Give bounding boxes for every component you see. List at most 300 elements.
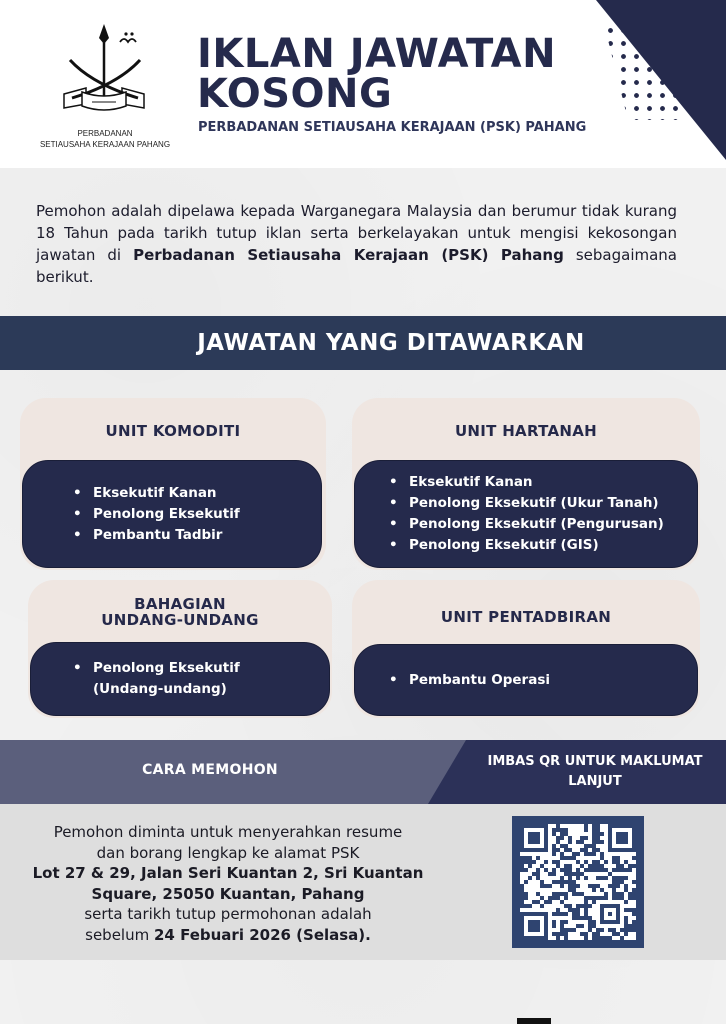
qr-module bbox=[564, 932, 568, 936]
qr-module bbox=[612, 884, 616, 888]
qr-module bbox=[632, 892, 636, 896]
qr-module bbox=[584, 860, 588, 864]
qr-module bbox=[600, 888, 604, 892]
qr-module bbox=[576, 860, 580, 864]
qr-module bbox=[612, 888, 616, 892]
qr-module bbox=[584, 936, 588, 940]
qr-module bbox=[612, 868, 616, 872]
intro-paragraph bbox=[36, 200, 677, 288]
qr-module bbox=[580, 836, 584, 840]
qr-module bbox=[564, 856, 568, 860]
qr-module bbox=[624, 884, 628, 888]
qr-module bbox=[532, 860, 536, 864]
section-title: JAWATAN YANG DITAWARKAN bbox=[197, 330, 585, 356]
qr-module bbox=[556, 932, 560, 936]
qr-module bbox=[564, 844, 568, 848]
qr-module bbox=[628, 896, 632, 900]
qr-module bbox=[624, 932, 628, 936]
qr-module bbox=[616, 880, 620, 884]
qr-module bbox=[596, 928, 600, 932]
qr-module bbox=[584, 900, 588, 904]
qr-module bbox=[520, 896, 524, 900]
qr-module bbox=[576, 876, 580, 880]
qr-module bbox=[540, 896, 544, 900]
qr-module bbox=[580, 892, 584, 896]
qr-module bbox=[584, 848, 588, 852]
qr-module bbox=[592, 832, 596, 836]
qr-module bbox=[580, 924, 584, 928]
qr-module bbox=[580, 916, 584, 920]
qr-module bbox=[588, 868, 592, 872]
qr-module bbox=[628, 864, 632, 868]
qr-module bbox=[616, 864, 620, 868]
qr-module bbox=[592, 932, 596, 936]
qr-module bbox=[576, 852, 580, 856]
qr-module bbox=[588, 852, 592, 856]
qr-module bbox=[592, 868, 596, 872]
qr-module bbox=[596, 832, 600, 836]
qr-module bbox=[552, 892, 556, 896]
qr-module bbox=[552, 924, 556, 928]
qr-module bbox=[560, 932, 564, 936]
qr-module bbox=[556, 848, 560, 852]
unit-komoditi-card bbox=[20, 398, 326, 570]
intro-organisation: Perbadanan Setiausaha Kerajaan (PSK) Pahang bbox=[133, 246, 564, 264]
bahagian-undang-positions bbox=[30, 642, 330, 716]
qr-module bbox=[628, 892, 632, 896]
qr-module bbox=[608, 884, 612, 888]
qr-module bbox=[592, 864, 596, 868]
qr-module bbox=[592, 852, 596, 856]
qr-module bbox=[580, 848, 584, 852]
qr-module bbox=[624, 920, 628, 924]
qr-module bbox=[524, 880, 528, 884]
qr-module bbox=[572, 880, 576, 884]
qr-module bbox=[588, 844, 592, 848]
qr-module bbox=[572, 912, 576, 916]
unit-hartanah-positions bbox=[354, 460, 698, 568]
position-item: • Penolong Eksekutif (Undang-undang) bbox=[73, 658, 240, 700]
qr-module bbox=[616, 932, 620, 936]
qr-module bbox=[568, 908, 572, 912]
qr-module bbox=[576, 884, 580, 888]
qr-module bbox=[624, 916, 628, 920]
qr-module bbox=[600, 852, 604, 856]
qr-module bbox=[568, 836, 572, 840]
qr-module bbox=[632, 924, 636, 928]
qr-label: IMBAS QR UNTUK MAKLUMAT LANJUT bbox=[487, 754, 703, 789]
qr-module bbox=[612, 860, 616, 864]
qr-module bbox=[628, 908, 632, 912]
qr-module bbox=[584, 868, 588, 872]
qr-module bbox=[576, 912, 580, 916]
qr-module bbox=[556, 880, 560, 884]
qr-module bbox=[584, 828, 588, 832]
qr-module bbox=[528, 876, 532, 880]
qr-module bbox=[588, 928, 592, 932]
qr-module bbox=[600, 896, 604, 900]
qr-module bbox=[596, 932, 600, 936]
qr-module bbox=[592, 824, 596, 828]
qr-module bbox=[616, 896, 620, 900]
qr-module bbox=[604, 892, 608, 896]
qr-module bbox=[556, 836, 560, 840]
qr-module bbox=[540, 904, 544, 908]
qr-module bbox=[564, 832, 568, 836]
qr-module bbox=[568, 848, 572, 852]
qr-module bbox=[540, 864, 544, 868]
qr-module bbox=[564, 892, 568, 896]
qr-module bbox=[520, 888, 524, 892]
qr-module bbox=[600, 868, 604, 872]
qr-module bbox=[556, 864, 560, 868]
qr-module bbox=[584, 824, 588, 828]
qr-module bbox=[560, 868, 564, 872]
qr-module bbox=[628, 928, 632, 932]
qr-module bbox=[568, 868, 572, 872]
qr-module bbox=[564, 868, 568, 872]
qr-module bbox=[624, 928, 628, 932]
qr-module bbox=[624, 876, 628, 880]
qr-module bbox=[552, 896, 556, 900]
qr-module bbox=[604, 876, 608, 880]
qr-module bbox=[556, 912, 560, 916]
qr-module bbox=[616, 892, 620, 896]
qr-module bbox=[568, 904, 572, 908]
qr-module bbox=[608, 936, 612, 940]
qr-module bbox=[520, 904, 524, 908]
qr-module bbox=[568, 876, 572, 880]
qr-module bbox=[620, 936, 624, 940]
qr-module bbox=[588, 864, 592, 868]
qr-module bbox=[560, 912, 564, 916]
address-text: Lot 27 & 29, Jalan Seri Kuantan 2, Sri Kuantan Square, 25050 Kuantan, Pahang bbox=[32, 864, 424, 903]
qr-module bbox=[600, 832, 604, 836]
qr-module bbox=[568, 884, 572, 888]
qr-module bbox=[632, 908, 636, 912]
psk-pahang-crest-icon bbox=[52, 22, 162, 122]
qr-module bbox=[584, 876, 588, 880]
qr-module bbox=[612, 896, 616, 900]
qr-module bbox=[620, 928, 624, 932]
qr-module bbox=[564, 896, 568, 900]
qr-module bbox=[536, 868, 540, 872]
qr-module bbox=[572, 888, 576, 892]
qr-module bbox=[560, 928, 564, 932]
qr-module bbox=[620, 864, 624, 868]
position-item: • Penolong Eksekutif (Ukur Tanah) bbox=[389, 493, 664, 514]
qr-module bbox=[600, 856, 604, 860]
qr-module bbox=[536, 892, 540, 896]
qr-module bbox=[580, 872, 584, 876]
qr-module bbox=[608, 872, 612, 876]
qr-module bbox=[552, 920, 556, 924]
qr-module bbox=[580, 840, 584, 844]
qr-module bbox=[572, 872, 576, 876]
qr-module bbox=[624, 908, 628, 912]
qr-module bbox=[552, 912, 556, 916]
qr-module bbox=[552, 880, 556, 884]
qr-module bbox=[592, 848, 596, 852]
qr-module bbox=[536, 872, 540, 876]
qr-module bbox=[576, 872, 580, 876]
qr-module bbox=[556, 892, 560, 896]
qr-module bbox=[592, 844, 596, 848]
qr-module bbox=[632, 888, 636, 892]
qr-module bbox=[552, 844, 556, 848]
qr-module bbox=[544, 860, 548, 864]
qr-module bbox=[612, 932, 616, 936]
qr-module bbox=[528, 864, 532, 868]
qr-module bbox=[604, 896, 608, 900]
qr-module bbox=[564, 920, 568, 924]
qr-module bbox=[612, 876, 616, 880]
qr-module bbox=[620, 876, 624, 880]
qr-module bbox=[560, 856, 564, 860]
qr-module bbox=[584, 932, 588, 936]
intro-text: Pemohon adalah dipelawa kepada Warganegara Malaysia dan berumur tidak kurang 18 Tahun pada tarikh tutup iklan serta berkelayakan untuk mengisi kekosongan jawatan di bbox=[36, 202, 677, 264]
qr-module bbox=[556, 840, 560, 844]
qr-module bbox=[548, 884, 552, 888]
qr-module bbox=[596, 828, 600, 832]
qr-module bbox=[568, 840, 572, 844]
qr-module bbox=[596, 936, 600, 940]
qr-module bbox=[536, 856, 540, 860]
qr-module bbox=[616, 860, 620, 864]
qr-module bbox=[584, 904, 588, 908]
qr-module bbox=[552, 848, 556, 852]
qr-module bbox=[588, 920, 592, 924]
qr-module bbox=[540, 884, 544, 888]
qr-module bbox=[612, 880, 616, 884]
qr-module bbox=[632, 928, 636, 932]
qr-module bbox=[584, 896, 588, 900]
qr-module bbox=[524, 892, 528, 896]
qr-module bbox=[560, 892, 564, 896]
apply-instructions bbox=[14, 822, 442, 945]
qr-module bbox=[520, 892, 524, 896]
qr-module bbox=[596, 884, 600, 888]
qr-module bbox=[564, 828, 568, 832]
qr-module bbox=[604, 860, 608, 864]
section-band bbox=[0, 316, 726, 370]
apply-address bbox=[14, 863, 442, 904]
qr-module bbox=[628, 924, 632, 928]
qr-module bbox=[576, 916, 580, 920]
qr-module bbox=[552, 860, 556, 864]
bahagian-undang-card bbox=[28, 580, 332, 718]
qr-module bbox=[576, 868, 580, 872]
qr-module bbox=[600, 928, 604, 932]
qr-module bbox=[624, 900, 628, 904]
qr-module bbox=[524, 868, 528, 872]
qr-module bbox=[552, 852, 556, 856]
qr-module bbox=[596, 860, 600, 864]
qr-module bbox=[560, 852, 564, 856]
qr-module bbox=[568, 888, 572, 892]
position-item: • Eksekutif Kanan bbox=[389, 472, 664, 493]
qr-module bbox=[588, 884, 592, 888]
qr-module bbox=[564, 872, 568, 876]
qr-module bbox=[616, 868, 620, 872]
qr-module bbox=[588, 916, 592, 920]
qr-module bbox=[612, 856, 616, 860]
qr-module bbox=[532, 900, 536, 904]
qr-module bbox=[528, 860, 532, 864]
qr-module bbox=[544, 868, 548, 872]
qr-module bbox=[584, 852, 588, 856]
qr-module bbox=[560, 844, 564, 848]
qr-module bbox=[604, 936, 608, 940]
qr-module bbox=[592, 836, 596, 840]
qr-module bbox=[592, 924, 596, 928]
qr-module bbox=[588, 896, 592, 900]
qr-module bbox=[540, 880, 544, 884]
qr-module bbox=[592, 920, 596, 924]
qr-module bbox=[564, 904, 568, 908]
qr-module bbox=[624, 860, 628, 864]
unit-komoditi-positions bbox=[22, 460, 322, 568]
qr-module bbox=[520, 868, 524, 872]
qr-module bbox=[556, 828, 560, 832]
page-title: IKLAN JAWATAN KOSONG bbox=[197, 31, 557, 117]
qr-module bbox=[596, 896, 600, 900]
qr-module bbox=[596, 824, 600, 828]
unit-hartanah-title: UNIT HARTANAH bbox=[454, 422, 598, 440]
apply-line: dan borang lengkap ke alamat PSK bbox=[96, 843, 360, 862]
qr-module bbox=[552, 872, 556, 876]
qr-module bbox=[584, 912, 588, 916]
qr-module bbox=[576, 908, 580, 912]
qr-module bbox=[632, 864, 636, 868]
qr-module bbox=[612, 892, 616, 896]
qr-module bbox=[572, 852, 576, 856]
qr-module bbox=[596, 868, 600, 872]
qr-module bbox=[560, 880, 564, 884]
qr-module bbox=[596, 840, 600, 844]
unit-komoditi-title: UNIT KOMODITI bbox=[105, 422, 241, 440]
qr-module bbox=[568, 856, 572, 860]
qr-module bbox=[580, 932, 584, 936]
qr-module bbox=[536, 876, 540, 880]
qr-module bbox=[556, 824, 560, 828]
qr-module bbox=[628, 868, 632, 872]
position-item: • Pembantu Tadbir bbox=[73, 525, 240, 546]
qr-module bbox=[620, 896, 624, 900]
qr-module bbox=[632, 896, 636, 900]
qr-module bbox=[596, 876, 600, 880]
qr-module bbox=[572, 908, 576, 912]
qr-module bbox=[576, 924, 580, 928]
qr-module bbox=[600, 840, 604, 844]
qr-module bbox=[580, 864, 584, 868]
qr-module bbox=[560, 900, 564, 904]
qr-module bbox=[568, 928, 572, 932]
qr-module bbox=[632, 880, 636, 884]
qr-module bbox=[520, 864, 524, 868]
qr-module bbox=[528, 856, 532, 860]
qr-module bbox=[592, 828, 596, 832]
qr-module bbox=[632, 912, 636, 916]
apply-deadline-line bbox=[14, 925, 442, 946]
qr-module bbox=[536, 900, 540, 904]
qr-module bbox=[612, 928, 616, 932]
deadline-prefix: sebelum bbox=[85, 925, 154, 944]
qr-module bbox=[624, 924, 628, 928]
qr-module bbox=[596, 864, 600, 868]
qr-module bbox=[560, 832, 564, 836]
qr-module bbox=[616, 884, 620, 888]
qr-module bbox=[572, 892, 576, 896]
qr-module bbox=[596, 848, 600, 852]
position-item: • Eksekutif Kanan bbox=[73, 483, 240, 504]
position-item: • Penolong Eksekutif (GIS) bbox=[389, 535, 664, 556]
position-item: • Penolong Eksekutif (Pengurusan) bbox=[389, 514, 664, 535]
intro-text-end: sebagaimana berikut. bbox=[36, 246, 677, 286]
qr-module bbox=[560, 920, 564, 924]
qr-module bbox=[588, 924, 592, 928]
unit-pentadbiran-title: UNIT PENTADBIRAN bbox=[440, 608, 612, 626]
qr-module bbox=[584, 836, 588, 840]
qr-module bbox=[568, 880, 572, 884]
qr-module bbox=[552, 932, 556, 936]
qr-module bbox=[596, 836, 600, 840]
qr-module bbox=[592, 896, 596, 900]
qr-module bbox=[600, 936, 604, 940]
qr-module bbox=[564, 848, 568, 852]
qr-module bbox=[592, 888, 596, 892]
qr-module bbox=[524, 860, 528, 864]
page-subtitle: PERBADANAN SETIAUSAHA KERAJAAN (PSK) PAHANG bbox=[198, 120, 587, 135]
bahagian-undang-title: BAHAGIAN UNDANG-UNDANG bbox=[101, 595, 259, 629]
qr-module bbox=[564, 928, 568, 932]
bottom-mark bbox=[517, 1018, 551, 1024]
qr-module bbox=[544, 900, 548, 904]
qr-module bbox=[564, 912, 568, 916]
qr-module bbox=[556, 936, 560, 940]
qr-module bbox=[564, 936, 568, 940]
qr-module bbox=[552, 832, 556, 836]
qr-module bbox=[584, 916, 588, 920]
qr-module bbox=[556, 896, 560, 900]
qr-module bbox=[620, 868, 624, 872]
qr-module bbox=[568, 872, 572, 876]
qr-module bbox=[568, 864, 572, 868]
apply-label: CARA MEMOHON bbox=[142, 762, 278, 778]
qr-module bbox=[584, 844, 588, 848]
qr-module bbox=[564, 864, 568, 868]
qr-module bbox=[520, 860, 524, 864]
qr-module bbox=[576, 892, 580, 896]
qr-module bbox=[588, 904, 592, 908]
qr-module bbox=[560, 828, 564, 832]
qr-module bbox=[524, 904, 528, 908]
unit-hartanah-card bbox=[352, 398, 700, 570]
qr-module bbox=[592, 936, 596, 940]
apply-line: serta tarikh tutup permohonan adalah bbox=[84, 905, 372, 923]
qr-module bbox=[584, 908, 588, 912]
logo-organisation-name: PERBADANAN SETIAUSAHA KERAJAAN PAHANG bbox=[39, 129, 171, 149]
qr-module bbox=[560, 924, 564, 928]
unit-pentadbiran-positions bbox=[354, 644, 698, 716]
qr-module bbox=[560, 836, 564, 840]
qr-module bbox=[592, 900, 596, 904]
qr-module bbox=[608, 928, 612, 932]
unit-pentadbiran-card bbox=[352, 580, 700, 718]
qr-module bbox=[632, 920, 636, 924]
qr-module bbox=[580, 904, 584, 908]
qr-code-icon[interactable] bbox=[512, 816, 644, 948]
